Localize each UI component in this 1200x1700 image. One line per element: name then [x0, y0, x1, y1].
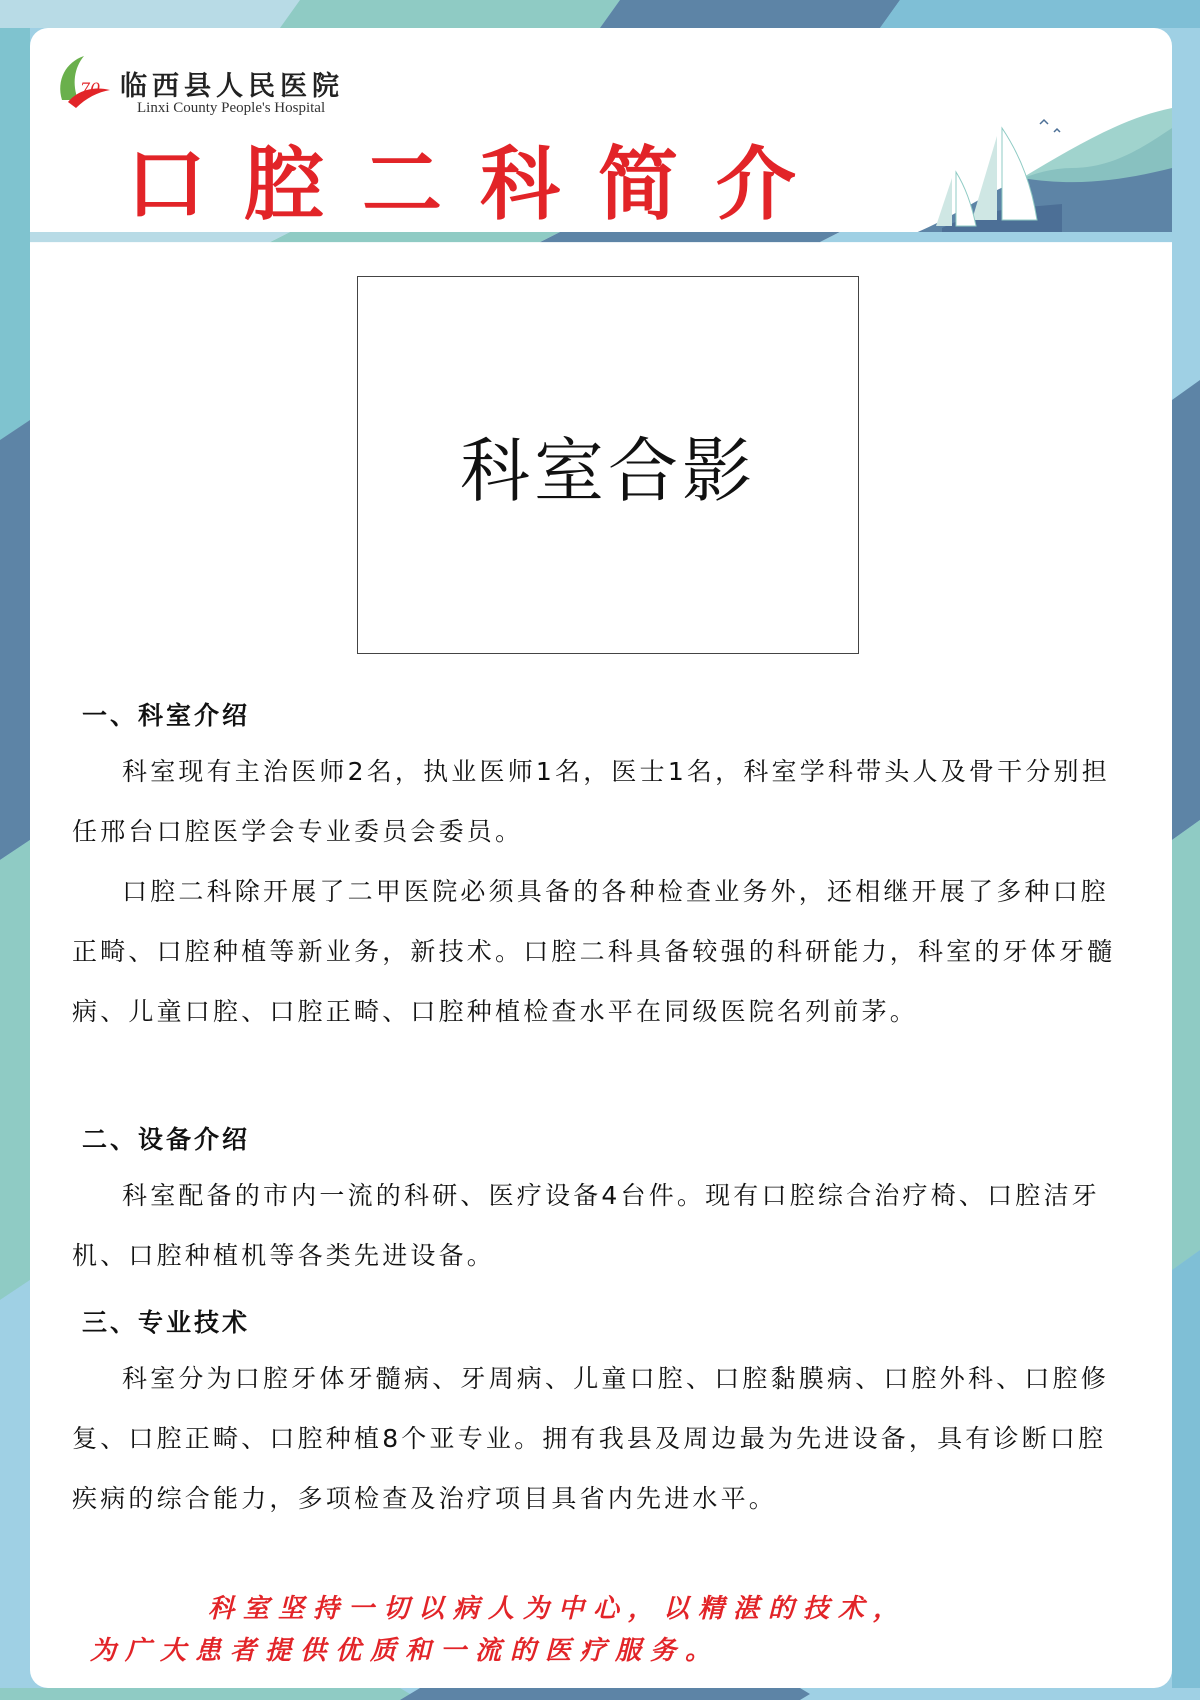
- section-paragraph: 口腔二科除开展了二甲医院必须具备的各种检查业务外，还相继开展了多种口腔正畸、口腔种植等新业务，新技术。口腔二科具备较强的科研能力，科室的牙体牙髓病、儿童口腔、口腔正畸、口腔种植检查水平在同级医院名列前茅。: [72, 877, 1116, 1026]
- section-heading-department: 一、科室介绍: [82, 701, 251, 730]
- header-divider-band: [30, 232, 1172, 254]
- hospital-name: 临西县人民医院: [120, 71, 344, 102]
- svg-text:70: 70: [80, 79, 101, 98]
- section-paragraph: 科室分为口腔牙体牙髓病、牙周病、儿童口腔、口腔黏膜病、口腔外科、口腔修复、口腔正畸、口腔种植8个亚专业。拥有我县及周边最为先进设备，具有诊断口腔疾病的综合能力，多项检查及治疗项目具省内先进水平。: [72, 1364, 1110, 1513]
- motto-line-2: 为广大患者提供优质和一流的医疗服务。: [90, 1636, 721, 1666]
- section-heading-equipment: 二、设备介绍: [82, 1125, 251, 1154]
- group-photo-label: 科室合影: [460, 429, 756, 512]
- poster-header: [30, 28, 1172, 233]
- motto-line-1: 科室坚持一切以病人为中心，以精湛的技术，: [208, 1594, 909, 1624]
- section-paragraph: 科室配备的市内一流的科研、医疗设备4台件。现有口腔综合治疗椅、口腔洁牙机、口腔种植机等各类先进设备。: [72, 1181, 1100, 1270]
- section-heading-specialties: 三、专业技术: [82, 1308, 251, 1337]
- hospital-logo-icon: [54, 50, 116, 112]
- poster-panel: [30, 28, 1172, 1688]
- page-title: 口腔二科简介: [126, 138, 834, 231]
- sailboat-wave-decoration: [902, 108, 1172, 233]
- section-paragraph: 科室现有主治医师2名，执业医师1名，医士1名，科室学科带头人及骨干分别担任邢台口腔医学会专业委员会委员。: [72, 757, 1110, 846]
- hospital-name-english: Linxi County People's Hospital: [137, 100, 326, 116]
- group-photo-placeholder: [357, 276, 859, 654]
